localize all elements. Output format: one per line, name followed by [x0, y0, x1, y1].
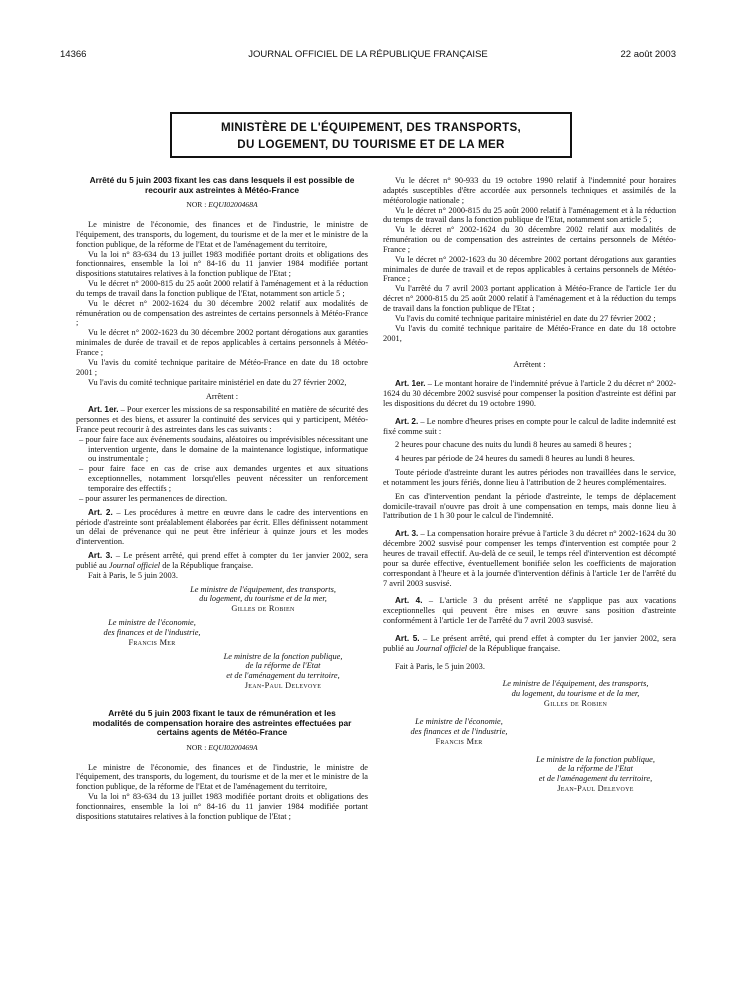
arrete2-article-4	[383, 596, 676, 626]
article-label: Art. 1er.	[395, 379, 426, 389]
visa-paragraph: Le ministre de l'économie, des finances et de l'industrie, le ministre de l'équipement, des transports, du logement, du tourisme et de la mer et le ministre de la fonction publique, de la réforme de l'Etat et de l'aménagement du territoire,	[76, 762, 368, 792]
signature-role: des finances et de l'industrie,	[103, 627, 201, 637]
list-item: – pour assurer les permanences de direction.	[79, 493, 228, 503]
signature-name: Francis Mer	[128, 637, 176, 647]
arrete2-nor-label: NOR :	[186, 742, 209, 752]
visa-paragraph: Vu le décret n° 2000-815 du 25 août 2000 relatif à l'aménagement et à la réduction du temps de travail dans la fonction publique de l'Etat, notamment son article 5 ;	[383, 205, 676, 225]
journal-title: JOURNAL OFFICIEL DE LA RÉPUBLIQUE FRANÇAISE	[248, 49, 488, 60]
signature-role: de la réforme de l'Etat	[245, 661, 321, 671]
ministry-heading-line1: MINISTÈRE DE L'ÉQUIPEMENT, DES TRANSPORTS,	[220, 121, 522, 134]
signature-name: Jean-Paul Delevoye	[557, 784, 634, 794]
page-header	[60, 49, 676, 63]
visa-paragraph: Vu l'avis du comité technique paritaire ministériel en date du 27 février 2002 ;	[395, 313, 656, 323]
arrete1-article-2	[76, 508, 368, 547]
arrete2-article-3	[383, 529, 676, 588]
article-label: Art. 2.	[88, 507, 113, 517]
arrete1-nor-label: NOR :	[186, 200, 209, 210]
article-text: – Le nombre d'heures prises en compte pour le calcul de ladite indemnité est fixé comme suit :	[383, 416, 676, 436]
article-text: – La compensation horaire prévue à l'article 3 du décret n° 2002-1624 du 30 décembre 2002 susvisé pour compenser les temps d'intervention est comptée pour 2 heures de travail effectif. Au-delà de ce seuil, le temps réel d'intervention est décompté pour sa durée effective, éventuellement bonifiée selon les coefficients de majoration correspondant à l'heure et à la journée d'intervention définis à l'article 1er de l'arrêté du 7 avril 2003 susvisé.	[383, 529, 676, 588]
arrete1-article-1-list	[76, 435, 368, 504]
signature-role: Le ministre de l'équipement, des transports,	[502, 679, 649, 689]
article-label: Art. 5.	[395, 633, 420, 643]
signature-role: Le ministre de l'économie,	[108, 618, 196, 628]
arrete2-article-5	[383, 634, 676, 654]
arrete2-title: Arrêté du 5 juin 2003 fixant le taux de rémunération et les modalités de compensation horaire des astreintes effectuées par certains agents de Météo-France	[92, 708, 352, 738]
arrete1-nor	[76, 200, 368, 210]
article-text: de la République française.	[160, 560, 254, 570]
arrete1-visas	[76, 220, 368, 387]
arrete1-signature-fonction-publique	[76, 652, 368, 691]
arrete1-signature-equipement	[76, 585, 368, 615]
arrete2-article-2-para: En cas d'intervention pendant la période d'astreinte, le temps de déplacement domicile-travail n'ouvre pas droit à une compensation en temps, mais donne lieu à l'attribution de 1 h 30 pour le calcul de l'indemnité.	[383, 491, 676, 521]
page-number: 14366	[60, 49, 87, 60]
arrete2-nor	[76, 743, 368, 753]
article-text: – L'article 3 du présent arrêté ne s'applique pas aux vacations exceptionnelles qui peuvent être mises en œuvre sans position d'astreinte conformément à l'article 1er de l'arrêté du 7 avril 2003 susvisé.	[383, 596, 676, 626]
visa-paragraph: Vu le décret n° 90-933 du 19 octobre 1990 relatif à l'indemnité pour horaires adaptés susceptibles d'être accordée aux personnels techniques et assimilés de la météorologie nationale ;	[383, 176, 676, 205]
article-label: Art. 3.	[88, 551, 113, 561]
arrete1-nor-code: EQUI0200468A	[208, 200, 258, 210]
visa-paragraph: Vu la loi n° 83-634 du 13 juillet 1983 modifiée portant droits et obligations des fonctionnaires, ensemble la loi n° 84-16 du 11 janvier 1984 modifiée portant dispositions statutaires relatives à la fonction publique de l'Etat ;	[76, 792, 368, 821]
arrete2-article-2-para: 4 heures par période de 24 heures du samedi 8 heures au lundi 8 heures.	[395, 454, 635, 464]
visa-paragraph: Vu le décret n° 2002-1623 du 30 décembre 2002 portant dérogations aux garanties minimales de durée de travail et de repos applicables à certains personnels de Météo-France ;	[383, 254, 676, 284]
article-label: Art. 4.	[395, 596, 423, 606]
visa-paragraph: Vu la loi n° 83-634 du 13 juillet 1983 modifiée portant droits et obligations des fonctionnaires, ensemble la loi n° 84-16 du 11 janvier 1984 modifiée portant dispositions statutaires relatives à la fonction publique de l'Etat ;	[76, 249, 368, 279]
article-text: – Le montant horaire de l'indemnité prévue à l'article 2 du décret n° 2002-1624 du 30 décembre 2002 susvisé pour compenser la position d'astreinte est défini par les dispositions du décret du 19 octobre 1990.	[383, 379, 676, 408]
visa-paragraph: Vu l'avis du comité technique paritaire de Météo-France en date du 18 octobre 2001,	[383, 323, 676, 343]
article-label: Art. 1er.	[88, 405, 119, 415]
signature-name: Francis Mer	[435, 736, 483, 746]
article-label: Art. 3.	[395, 529, 419, 539]
signature-role: du logement, du tourisme et de la mer,	[511, 689, 640, 699]
arrete2-nor-code: EQUI0200469A	[208, 742, 258, 752]
arrete2-signature-fonction-publique	[383, 755, 676, 794]
article-text: – Le présent arrêté, qui prend effet à compter du 1er janvier 2002, sera publié au	[383, 633, 676, 653]
visa-paragraph: Vu le décret n° 2002-1624 du 30 décembre 2002 relatif aux modalités de rémunération ou de compensation des astreintes de certains personnels à Météo-France ;	[76, 298, 368, 328]
arrete2-article-1	[383, 379, 676, 409]
visa-paragraph: Vu le décret n° 2002-1623 du 30 décembre 2002 portant dérogations aux garanties minimales de durée de travail et de repos applicables à certains personnels à Météo-France ;	[76, 328, 368, 357]
article-label: Art. 2.	[395, 416, 419, 426]
signature-role: Le ministre de l'équipement, des transports,	[190, 584, 336, 594]
signature-name: Jean-Paul Delevoye	[244, 681, 322, 691]
arrete1-arretent: Arrêtent :	[205, 392, 239, 402]
arrete2-article-2-para: Toute période d'astreinte durant les autres périodes non travaillées dans le service, et notamment les jours fériés, donne lieu à l'attribution de 2 heures complémentaires.	[383, 468, 676, 487]
left-column	[76, 176, 368, 822]
signature-role: de la réforme de l'Etat	[557, 764, 633, 774]
signature-name: Gilles de Robien	[231, 604, 295, 614]
ministry-heading-line2: DU LOGEMENT, DU TOURISME ET DE LA MER	[237, 138, 505, 151]
arrete1-article-3	[76, 551, 368, 571]
article-text: – Pour exercer les missions de sa responsabilité en matière de sécurité des personnes et des biens, et assurer la continuité des services qui y participent, Météo-France peut recourir à des astreintes dans les cas suivants :	[76, 405, 368, 434]
arrete1-signature-economie	[76, 618, 216, 648]
signature-role: et de l'aménagement du territoire,	[226, 671, 340, 681]
list-item: – pour faire face aux événements soudains, aléatoires ou imprévisibles nécessitant une intervention urgente, dans le domaine de la maintenance logistique, informatique ou instrumentale ;	[79, 434, 368, 464]
visa-paragraph: Vu le décret n° 2000-815 du 25 août 2000 relatif à l'aménagement et à la réduction du temps de travail dans la fonction publique de l'Etat, notamment son article 5 ;	[76, 279, 368, 298]
signature-role: Le ministre de l'économie,	[415, 716, 503, 726]
visa-paragraph: Vu l'avis du comité technique paritaire de Météo-France en date du 18 octobre 2001 ;	[76, 357, 368, 377]
article-text: – Les procédures à mettre en œuvre dans le cadre des interventions en période d'astreinte sont préalablement élaborées par écrit. Elles définissent notamment un délai de prévenance qui ne peut être inférieur à quinze jours et les modes d'intervention.	[76, 507, 368, 547]
visa-paragraph: Vu le décret n° 2002-1624 du 30 décembre 2002 relatif aux modalités de rémunération ou de compensation des astreintes de certains personnels de Météo-France ;	[383, 225, 676, 254]
arrete1-done-at: Fait à Paris, le 5 juin 2003.	[88, 570, 178, 580]
article-text: de la République française.	[467, 643, 561, 653]
arrete1-article-1	[76, 405, 368, 435]
ministry-heading-box	[170, 112, 572, 158]
list-item: – pour faire face en cas de crise aux demandes urgentes et aux situations exceptionnelles, notamment lorsqu'elles peuvent nécessiter un renforcement temporaire des effectifs ;	[79, 464, 368, 493]
signature-name: Gilles de Robien	[543, 699, 608, 709]
right-column	[383, 176, 676, 794]
arrete1-title: Arrêté du 5 juin 2003 fixant les cas dans lesquels il est possible de recourir aux astreintes à Météo-France	[89, 175, 355, 195]
visa-paragraph: Vu l'arrêté du 7 avril 2003 portant application à Météo-France de l'article 1er du décret n° 2000-815 du 25 août 2000 relatif à l'aménagement et à la réduction du temps de travail dans la fonction publique de l'Etat ;	[383, 284, 676, 313]
arrete2-done-at: Fait à Paris, le 5 juin 2003.	[395, 661, 485, 671]
signature-role: Le ministre de la fonction publique,	[536, 754, 655, 764]
signature-role: Le ministre de la fonction publique,	[223, 651, 343, 661]
journal-officiel-italic: Journal officiel	[108, 560, 161, 570]
arrete2-article-2	[383, 417, 676, 437]
signature-role: du logement, du tourisme et de la mer,	[199, 594, 327, 604]
arrete2-signature-equipement	[383, 679, 676, 709]
arrete2-article-2-para: 2 heures pour chacune des nuits du lundi 8 heures au samedi 8 heures ;	[395, 440, 632, 450]
article-text: – Le présent arrêté, qui prend effet à compter du 1er janvier 2002, sera publié au	[76, 551, 368, 570]
signature-role: des finances et de l'industrie,	[410, 726, 508, 736]
arrete2-signature-economie	[383, 717, 523, 747]
visa-paragraph: Le ministre de l'économie, des finances et de l'industrie, le ministre de l'équipement, des transports, du logement, du tourisme et de la mer et le ministre de la fonction publique, de la réforme de l'Etat et de l'aménagement du territoire,	[76, 220, 368, 249]
visa-paragraph: Vu l'avis du comité technique paritaire ministériel en date du 27 février 2002,	[88, 377, 347, 387]
issue-date: 22 août 2003	[620, 49, 676, 60]
journal-officiel-italic: Journal officiel	[415, 643, 468, 653]
arrete2-arretent: Arrêtent :	[513, 360, 546, 370]
signature-role: et de l'aménagement du territoire,	[538, 774, 653, 784]
